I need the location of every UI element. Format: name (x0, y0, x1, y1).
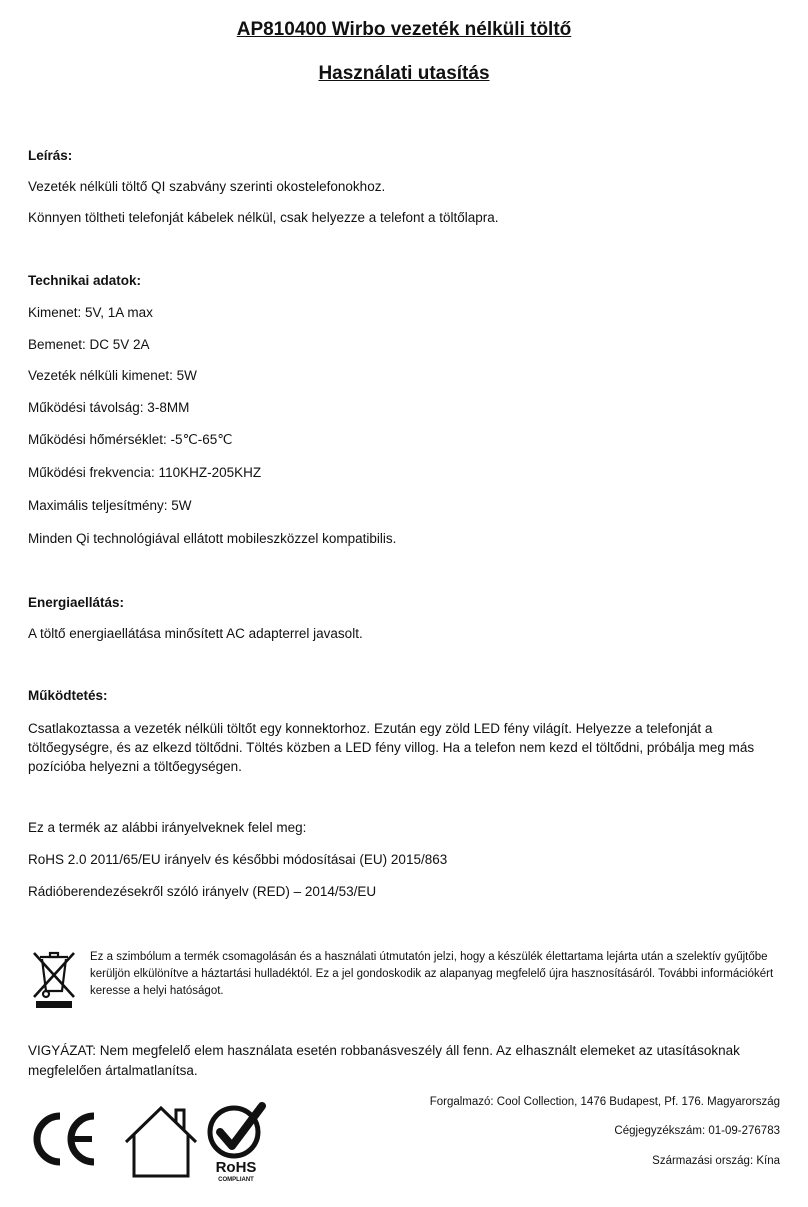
energia-text: A töltő energiaellátása minősített AC adapterrel javasolt. (28, 626, 363, 641)
ce-mark-icon (28, 1108, 100, 1170)
footer-distributor: Forgalmazó: Cool Collection, 1476 Budapest, Pf. 176. Magyarország (429, 1096, 780, 1108)
spec-line-7: Maximális teljesítmény: 5W (28, 498, 192, 513)
footer-origin: Származási ország: Kína (652, 1155, 780, 1167)
spec-line-1: Kimenet: 5V, 1A max (28, 305, 153, 320)
footer-registration: Cégjegyzékszám: 01-09-276783 (614, 1125, 780, 1137)
warning-text: VIGYÁZAT: Nem megfelelő elem használata esetén robbanásveszély áll fenn. Az elhasznált elemeket az utasításoknak megfelelően ártalmatlanítsa. (28, 1043, 740, 1078)
iranyelvek-line-1: RoHS 2.0 2011/65/EU irányelv és későbbi módosításai (EU) 2015/863 (28, 852, 448, 867)
spec-line-6: Működési frekvencia: 110KHZ-205KHZ (28, 465, 262, 480)
document-subtitle: Használati utasítás (318, 63, 490, 84)
section-heading-technikai: Technikai adatok: (28, 273, 142, 288)
iranyelvek-line-2: Rádióberendezésekről szóló irányelv (RED) – 2014/53/EU (28, 884, 377, 899)
spec-line-5: Működési hőmérséklet: -5℃-65℃ (28, 432, 233, 447)
rohs-compliant-label: COMPLIANT (218, 1177, 254, 1183)
section-heading-leiras: Leírás: (28, 148, 73, 163)
weee-bin-icon (30, 947, 78, 1011)
rohs-label: RoHS (215, 1159, 257, 1176)
spec-line-8: Minden Qi technológiával ellátott mobileszközzel kompatibilis. (28, 531, 397, 546)
weee-text: Ez a szimbólum a termék csomagolásán és a használati útmutatón jelzi, hogy a készülék élettartama lejárta után a szelektív gyűjtőbe kerüljön elkülönítve a háztartási hulladéktól. Ez a jel gondoskodik az alapanyag megfelelő újra hasznosításáról. További információkért keresse a helyi hatóságot. (90, 951, 774, 997)
spec-line-2: Bemenet: DC 5V 2A (28, 337, 150, 352)
section-heading-energia: Energiaellátás: (28, 595, 125, 610)
spec-line-4: Működési távolság: 3-8MM (28, 400, 190, 415)
rohs-compliant-icon (204, 1100, 272, 1184)
spec-line-3: Vezeték nélküli kimenet: 5W (28, 368, 197, 383)
iranyelvek-intro: Ez a termék az alábbi irányelveknek felel meg: (28, 820, 307, 835)
leiras-line-2: Könnyen töltheti telefonját kábelek nélkül, csak helyezze a telefont a töltőlapra. (28, 210, 499, 225)
mukodtetes-text: Csatlakoztassa a vezeték nélküli töltőt egy konnektorhoz. Ezután egy zöld LED fény világít. Helyezze a telefonját a töltőegységre, és az elkezd töltődni. Töltés közben a LED fény villog. Ha a telefon nem kezd el töltődni, próbálja meg más pozícióba helyezni a töltőegységen. (28, 721, 755, 774)
document-title: AP810400 Wirbo vezeték nélküli töltő (236, 19, 572, 40)
leiras-line-1: Vezeték nélküli töltő QI szabvány szerinti okostelefonokhoz. (28, 179, 386, 194)
indoor-use-house-icon (122, 1102, 200, 1180)
section-heading-mukodtetes: Működtetés: (28, 688, 108, 703)
